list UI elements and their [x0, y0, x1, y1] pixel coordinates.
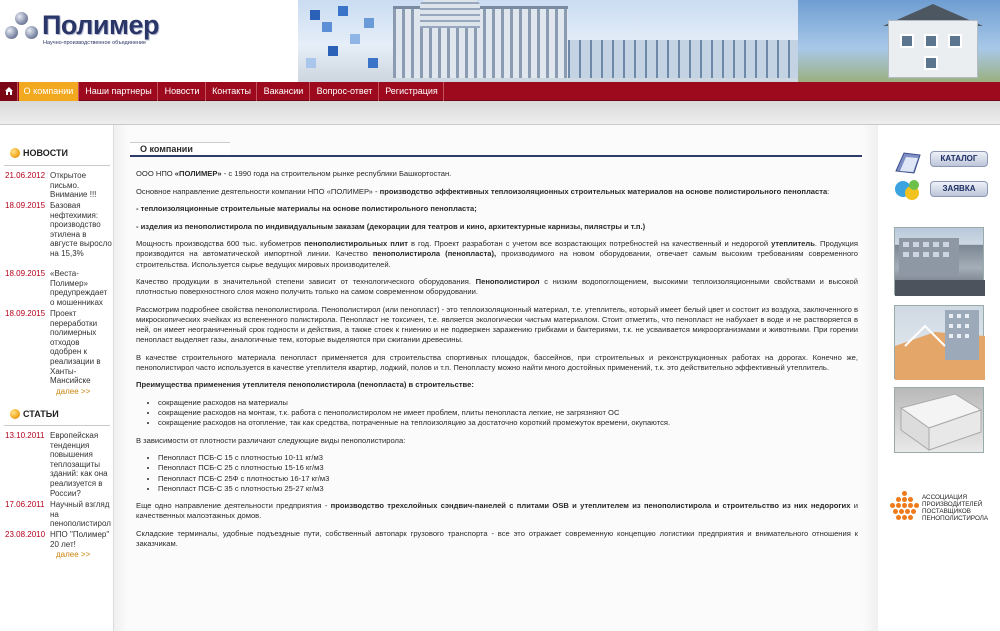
left-sidebar: НОВОСТИ 21.06.2012 Открытое письмо. Внимание !!! 18.09.2015 Базовая нефтехимия: производство этилена в августе выросло на 15,3% 18.09.2015 «Веста-Полимер» предупреждает о мошенниках 18.09.2015 Проект переработки полимерных отходов одобрен к реализации в Ханты-Мансийске далее >> СТАТЬИ 13.10.2011 Европейская тенденция повышения теплозащиты зданий: как она реализуется в России? 17.06.2011 Научный взгляд на пенополистирол 23.08.2010 НПО "Полимер" 20 лет! далее >> [0, 125, 114, 631]
paragraph: - изделия из пенополистирола по индивидуальным заказам (декорации для театров и кино, архитектурные карнизы, пилястры и т.п.) [136, 221, 646, 231]
bullet-icon [10, 148, 20, 158]
list-item: • Пенопласт ПСБ-С 25Ф с плотностью 16-17 кг/м3 [158, 474, 858, 484]
association-logo[interactable] [890, 491, 995, 525]
list-item: • Пенопласт ПСБ-С 35 с плотностью 25-27 кг/м3 [158, 484, 858, 494]
paragraph: В зависимости от плотности различают следующие виды пенополистирола: [136, 435, 406, 445]
nav-registration[interactable]: Регистрация [380, 82, 444, 101]
news-heading: НОВОСТИ [10, 148, 68, 158]
paragraph: Качество продукции в значительной степени зависит от технологического оборудования. Пенополистирол с низким водопоглощением, высокими теплоизоляционными свойствами и высокой плотностью поверхностного слоя можно получить только на самом современном оборудовании. [136, 277, 859, 297]
list-item: • сокращение расходов на отопление, так как средства, потраченные на теплоизоляцию за достаточно короткий промежуток времени, окупаются. [158, 418, 858, 428]
title-underline [130, 155, 862, 157]
types-list [158, 453, 858, 493]
order-icon[interactable] [892, 177, 924, 203]
articles-heading: СТАТЬИ [10, 409, 59, 419]
foam-photo[interactable] [894, 387, 984, 453]
complex-photo[interactable] [894, 305, 984, 379]
list-item: • Пенопласт ПСБ-С 15 с плотностью 10-11 кг/м3 [158, 453, 858, 463]
logo-balls-icon [4, 12, 40, 42]
nav-about[interactable]: О компании [19, 82, 79, 101]
list-item: • Пенопласт ПСБ-С 25 с плотностью 15-16 кг/м3 [158, 463, 858, 473]
nav-vacancies[interactable]: Вакансии [258, 82, 310, 101]
order-button[interactable]: ЗАЯВКА [930, 181, 988, 197]
catalog-button[interactable]: КАТАЛОГ [930, 151, 988, 167]
paragraph: - теплоизоляционные строительные материалы на основе полистирольного пенопласта; [136, 204, 477, 214]
main-nav [0, 82, 1000, 101]
home-icon[interactable] [0, 82, 18, 101]
page-title-tab: О компании [130, 142, 230, 156]
main-content [114, 125, 878, 631]
building-photo[interactable] [894, 227, 984, 295]
paragraph: Преимущества применения утеплителя пенополистирола (пенопласта) в строительстве: [136, 380, 474, 390]
sub-bar [0, 101, 1000, 125]
right-sidebar [878, 125, 1000, 631]
paragraph: ООО НПО «ПОЛИМЕР» - с 1990 года на строительном рынке республики Башкортостан. [136, 169, 452, 178]
paragraph: Рассмотрим подробнее свойства пенополистирола. Пенополистирол (или пенопласт) - это теплоизоляционный материал, т.е. утеплитель, который имеет белый цвет и состоит из воздуха, заключенного в микроскопических ячейках из вспененного полистирола. Пенопласт не токсичен, т.е. является экологически чистым материалом. Стоит отметить, что пенопласт не набухает в воде и не растворяется в ней, он имеет неограниченный срок годности и действия, а также стоек к гниению и не подвержен заражению грибками и бактериями, т.к. не усваивается микроорганизмами и животными. При горении пенопласт выделяет газы, аналогичные тем, которые выделяются при сжигании древесины. [136, 304, 858, 345]
list-item: • сокращение расходов на монтаж, т.к. работа с пенополистиролом не имеет проблем, плиты пенопласта легкие, не загрязняют ОС [158, 408, 858, 418]
article-body [136, 169, 858, 557]
site-logo[interactable] [4, 12, 184, 52]
association-name: АССОЦИАЦИЯ ПРОИЗВОДИТЕЛЕЙ ПОСТАВЩИКОВ ПЕНОПОЛИСТИРОЛА [922, 494, 989, 522]
header-banner-image [298, 0, 1000, 82]
paragraph: Складские терминалы, удобные подъездные пути, собственный автопарк грузового транспорта - все это отражает современную концепцию логистики предприятия и внимательного отношения к заказчикам. [136, 528, 858, 549]
site-header [0, 0, 1000, 82]
nav-news[interactable]: Новости [159, 82, 206, 101]
nav-contacts[interactable]: Контакты [207, 82, 257, 101]
paragraph: Мощность производства 600 тыс. кубометров пенополистирольных плит в год. Проект разработан с учетом все возрастающих потребностей на качественный и недорогой утеплитель. Продукция производится на автоматической импортной линии. Качество пенополистирола (пенопласта), производимого на новом оборудовании, отвечает самым высоким требованиям современного строительства. Используется сырье ведущих мировых производителей. [136, 239, 858, 269]
association-dots-icon [890, 491, 920, 525]
logo-name: Полимер [42, 10, 159, 40]
articles-more-link[interactable]: далее >> [56, 550, 91, 559]
logo-subtitle: Научно-производственное объединение [43, 40, 147, 46]
nav-faq[interactable]: Вопрос-ответ [311, 82, 379, 101]
news-more-link[interactable]: далее >> [56, 387, 91, 396]
catalog-icon[interactable] [892, 149, 924, 175]
paragraph: Основное направление деятельности компании НПО «ПОЛИМЕР» - производство эффективных теплоизоляционных строительных материалов на основе полистирольного пенопласта: [136, 186, 830, 196]
nav-partners[interactable]: Наши партнеры [80, 82, 158, 101]
paragraph: В качестве строительного материала пенопласт применяется для строительства спортивных площадок, бассейнов, при строительных и реконструкционных работах на дорогах. Конечно же, пенополистирол часто используется в качестве утеплителя квартир, лоджий, полов и т.п. Пенопласту можно найти много достойных применений, т.к. это действительно эффективный утеплитель. [136, 352, 858, 372]
advantages-list [158, 398, 858, 428]
list-item: • сокращение расходов на материалы [158, 398, 858, 408]
paragraph: Еще одно направление деятельности предприятия - производство трехслойных сэндвич-панелей с плитами OSB и утеплителем из пенополистирола и строительство из них недорогих и качественных малоэтажных домов. [136, 501, 858, 521]
bullet-icon [10, 409, 20, 419]
